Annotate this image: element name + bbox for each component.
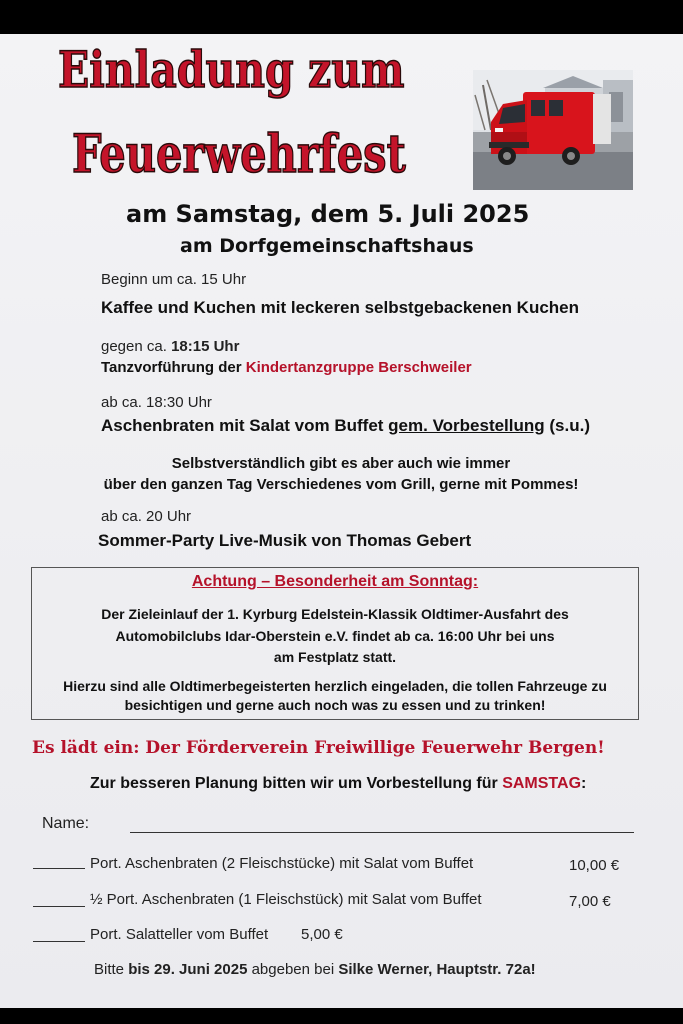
- order-footer-contact: Silke Werner, Hauptstr. 72a!: [338, 961, 536, 978]
- order-intro-text: Zur besseren Planung bitten wir um Vorbestellung für: [90, 775, 503, 792]
- order-item-3-label: Port. Salatteller vom Buffet: [90, 926, 269, 943]
- notice-line-5: besichtigen und gerne auch noch was zu essen und zu trinken!: [124, 697, 546, 713]
- quantity-blank-1[interactable]: [33, 868, 85, 869]
- schedule-time-3: ab ca. 18:30 Uhr: [101, 394, 212, 411]
- host-line: Es lädt ein: Der Förderverein Freiwillige Feuerwehr Bergen!: [32, 738, 605, 758]
- schedule-time-1: Beginn um ca. 15 Uhr: [101, 271, 247, 288]
- order-footer: [94, 961, 536, 978]
- order-item-1-label: Port. Aschenbraten (2 Fleischstücke) mit Salat vom Buffet: [90, 855, 474, 872]
- notice-line-4: Hierzu sind alle Oldtimerbegeisterten herzlich eingeladen, die tollen Fahrzeuge zu: [63, 678, 607, 694]
- schedule-time-4: ab ca. 20 Uhr: [101, 508, 192, 525]
- schedule-text-3-prefix: Aschenbraten mit Salat vom Buffet: [101, 416, 389, 435]
- grill-note-line-2: über den ganzen Tag Verschiedenes vom Grill, gerne mit Pommes!: [103, 476, 579, 493]
- quantity-blank-3[interactable]: [33, 941, 85, 942]
- order-item-2-label: ½ Port. Aschenbraten (1 Fleischstück) mit Salat vom Buffet: [90, 891, 482, 908]
- notice-heading: Achtung – Besonderheit am Sonntag:: [191, 573, 479, 590]
- event-venue: am Dorfgemeinschaftshaus: [180, 235, 474, 257]
- fire-truck-photo: [473, 70, 633, 190]
- schedule-text-2: [101, 359, 472, 376]
- schedule-text-3-suffix: (s.u.): [544, 416, 591, 435]
- order-intro-highlight: SAMSTAG: [502, 775, 582, 792]
- order-intro: [90, 775, 586, 793]
- notice-box: [31, 567, 639, 720]
- order-footer-prefix: Bitte: [94, 961, 129, 978]
- schedule-text-3: [101, 416, 590, 436]
- title-line-2: Feuerwehrfest: [72, 124, 406, 185]
- quantity-blank-2[interactable]: [33, 906, 85, 907]
- order-item-3-price: 5,00 €: [301, 926, 343, 943]
- kindertanzgruppe-highlight: Kindertanzgruppe Berschweiler: [245, 359, 472, 376]
- order-intro-end: :: [581, 775, 587, 792]
- name-label: Name:: [42, 815, 90, 832]
- schedule-text-3-underline: gem. Vorbestellung: [388, 416, 545, 435]
- grill-note-line-1: Selbstverständlich gibt es aber auch wie immer: [171, 455, 511, 472]
- schedule-time-2-value: 18:15 Uhr: [171, 338, 240, 355]
- schedule-time-2-prefix: gegen ca.: [101, 338, 172, 355]
- schedule-time-2: [101, 338, 239, 355]
- order-item-2-price: 7,00 €: [569, 893, 611, 910]
- order-item-1-price: 10,00 €: [569, 857, 620, 874]
- order-footer-mid: abgeben bei: [247, 961, 339, 978]
- schedule-text-1: Kaffee und Kuchen mit leckeren selbstgebackenen Kuchen: [101, 298, 580, 317]
- schedule-text-4: Sommer-Party Live-Musik von Thomas Gebert: [98, 531, 472, 550]
- notice-line-2: Automobilclubs Idar-Oberstein e.V. findet ab ca. 16:00 Uhr bei uns: [115, 628, 555, 644]
- order-footer-deadline: bis 29. Juni 2025: [128, 961, 248, 978]
- title-line-1: Einladung zum: [58, 40, 405, 99]
- notice-line-1: Der Zieleinlauf der 1. Kyrburg Edelstein-Klassik Oldtimer-Ausfahrt des: [101, 606, 569, 622]
- notice-line-3: am Festplatz statt.: [273, 649, 397, 665]
- name-blank-line[interactable]: [130, 832, 634, 833]
- schedule-text-2-prefix: Tanzvorführung der: [101, 359, 246, 376]
- event-date: am Samstag, dem 5. Juli 2025: [126, 200, 530, 228]
